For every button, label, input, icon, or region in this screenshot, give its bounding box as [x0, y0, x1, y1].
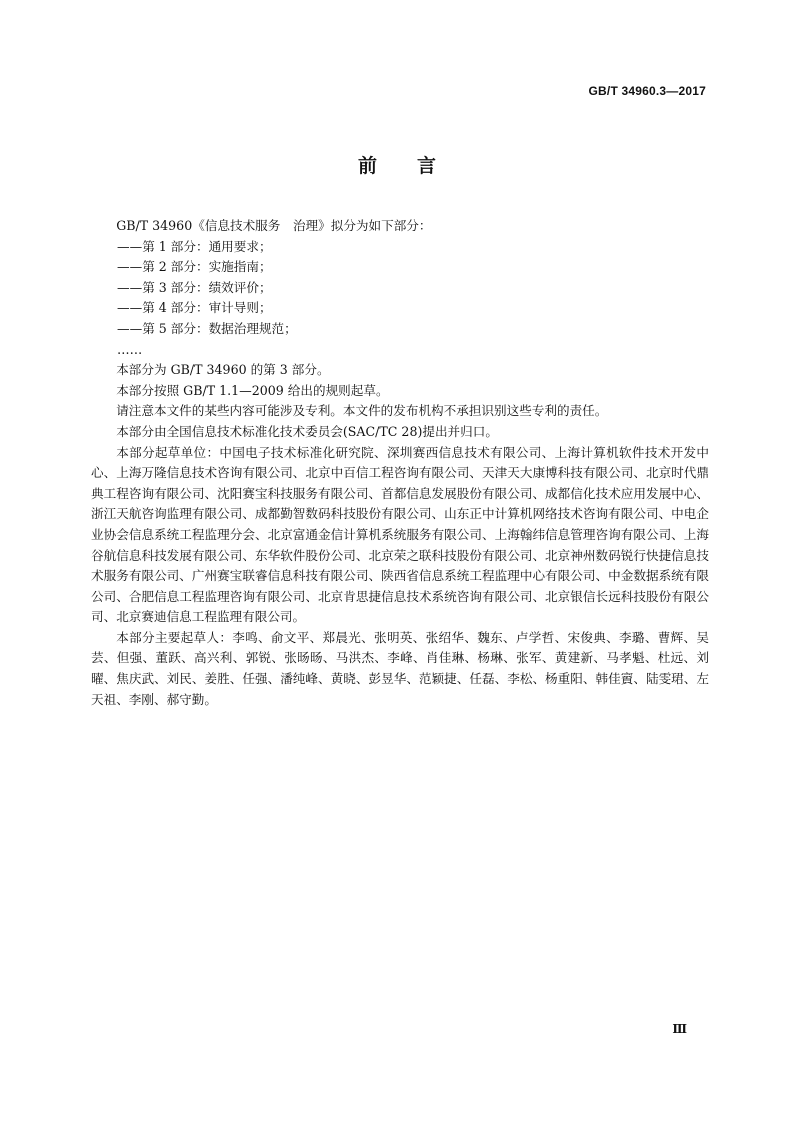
paragraph-patent-notice: 请注意本文件的某些内容可能涉及专利。本文件的发布机构不承担识别这些专利的责任。	[116, 403, 608, 419]
title-char-1: 前	[357, 155, 377, 177]
paragraph-drafters: 本部分主要起草人：李鸣、俞文平、郑晨光、张明英、张绍华、魏东、卢学哲、宋俊典、李璐、曹辉、吴芸、但强、董跃、高兴利、郭锐、张旸旸、马洪杰、李峰、肖佳琳、杨琳、张军、黄建新、马孝魁、杜远、刘曜、焦庆武、刘民、姜胜、任强、潘纯峰、黄晓、彭昱华、范颖捷、任磊、李松、杨重阳、韩佳賨、陆雯珺、左天祖、李刚、郝守勤。	[91, 629, 709, 707]
paragraph-part-number: 本部分为 GB/T 34960 的第 3 部分。	[116, 362, 330, 378]
part-item-4: ——第 4 部分：审计导则；	[117, 300, 272, 316]
part-item-2: ——第 2 部分：实施指南；	[117, 259, 272, 275]
paragraph-proposer: 本部分由全国信息技术标准化技术委员会(SAC/TC 28)提出并归口。	[116, 423, 498, 439]
foreword-body	[91, 216, 709, 710]
paragraph-drafting-units: 本部分起草单位：中国电子技术标准化研究院、深圳赛西信息技术有限公司、上海计算机软件技术开发中心、上海万隆信息技术咨询有限公司、北京中百信工程咨询有限公司、天津天大康博科技有限公司、北京时代鼎典工程咨询有限公司、沈阳赛宝科技服务有限公司、首都信息发展股份有限公司、成都信化技术应用发展中心、浙江天航咨询监理有限公司、成都勤智数码科技股份有限公司、山东正中计算机网络技术咨询有限公司、中电企业协会信息系统工程监理分会、北京富通金信计算机系统服务有限公司、上海翰纬信息管理咨询有限公司、上海谷航信息科技发展有限公司、东华软件股份公司、北京荣之联科技股份有限公司、北京神州数码锐行快捷信息技术服务有限公司、广州赛宝联睿信息科技有限公司、陕西省信息系统工程监理中心有限公司、中金数据系统有限公司、合肥信息工程监理咨询有限公司、北京肯思捷信息技术系统咨询有限公司、北京银信长远科技股份有限公司、北京赛迪信息工程监理有限公司。	[91, 444, 709, 625]
part-item-1: ——第 1 部分：通用要求；	[117, 238, 272, 254]
title-char-2: 言	[417, 155, 437, 177]
page-title	[0, 151, 794, 178]
page-number: Ⅲ	[672, 1022, 687, 1036]
paragraph-drafting-rules: 本部分按照 GB/T 1.1—2009 给出的规则起草。	[116, 382, 389, 398]
standard-code: GB/T 34960.3—2017	[588, 84, 706, 98]
part-item-ellipsis: ……	[117, 341, 143, 357]
part-item-3: ——第 3 部分：绩效评价；	[117, 279, 272, 295]
intro-paragraph: GB/T 34960《信息技术服务 治理》拟分为如下部分：	[116, 218, 432, 233]
part-item-5: ——第 5 部分：数据治理规范；	[117, 320, 297, 336]
